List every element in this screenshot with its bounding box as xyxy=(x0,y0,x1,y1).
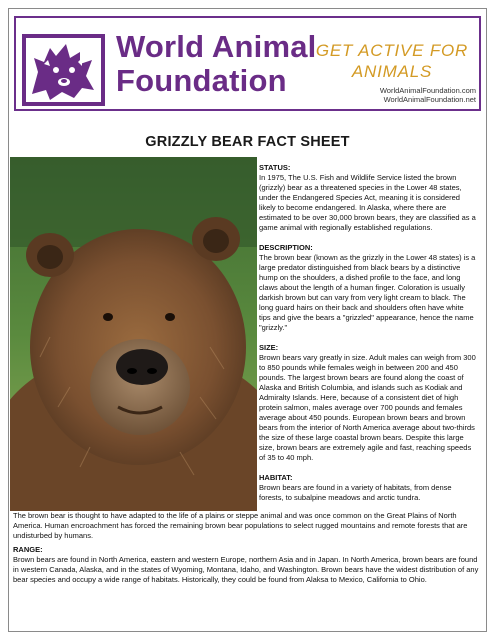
right-column-text xyxy=(259,163,477,503)
range-section xyxy=(13,545,483,585)
bear-logo-icon xyxy=(22,34,105,106)
org-name-line2: Foundation xyxy=(116,63,287,98)
habitat-section xyxy=(259,473,477,503)
description-heading: DESCRIPTION: xyxy=(259,243,313,252)
page-title: GRIZZLY BEAR FACT SHEET xyxy=(145,134,350,150)
size-heading: SIZE: xyxy=(259,343,279,352)
description-text: The brown bear (known as the grizzly in the Lower 48 states) is a large predator distinguished from black bears by a distinctive hump on the shoulders, a dished profile to the face, and long claws about the length of a human finger. Coloration is usually darkish brown but can vary from very light cream to black. The long guard hairs on their back and shoulders often have white tips and give the bears a "grizzled" appearance, hence the name "grizzly." xyxy=(259,253,476,332)
habitat-text: Brown bears are found in a variety of habitats, from dense forests, to subalpine meadows and arctic tundra. xyxy=(259,483,452,502)
range-text: Brown bears are found in North America, eastern and western Europe, northern Asia and in Japan. In North America, brown bears are found in western Canada, Alaska, and in the states of Wyoming, Montana, Idaho, and Washington. Brown bears have the widest distribution of any bear species and occupy a wide range of habitats. Historically, they could be found from Alaksa to Mexico, California to Ohio. xyxy=(13,555,479,584)
org-name-line1: World Animal xyxy=(116,29,317,64)
tagline-line2: ANIMALS xyxy=(351,62,433,81)
status-section xyxy=(259,163,477,233)
website-link-com[interactable]: WorldAnimalFoundation.com xyxy=(379,86,476,95)
status-text: In 1975, The U.S. Fish and Wildlife Service listed the brown (grizzly) bear as a threatened species in the Lower 48 states, under the Endangered Species Act, meaning it is considered likely to become endangered. In Alaska, where there are estimated to be over 30,000 brown bears, they are classified as a game animal with regionally established regulations. xyxy=(259,173,476,232)
status-heading: STATUS: xyxy=(259,163,291,172)
tagline xyxy=(312,40,472,82)
habitat-text-continued: The brown bear is thought to have adapted to the life of a plains or steppe animal and was once common on the Great Plains of North America. Human encroachment has forced the remaining brown bear populations to select rugged mountains and remote forests that are undisturbed by humans. xyxy=(13,511,468,540)
habitat-heading: HABITAT: xyxy=(259,473,293,482)
org-name xyxy=(116,29,317,98)
description-section xyxy=(259,243,477,333)
size-text: Brown bears vary greatly in size. Adult males can weigh from 300 to 850 pounds while females weigh in between 200 and 450 pounds. The largest brown bears are found along the coast of Alaska and British Columbia, and islands such as Kodiak and Admiralty Islands. Here, because of a consistent diet of high protein salmon, males average over 700 pounds and females average about 450 pounds. European brown bears and brown bears from the interior of North America average about two-thirds the size of these large coastal brown bears. Despite this large size, brown bears are extremely agile and fast, reaching speeds of 35 to 40 mph. xyxy=(259,353,476,462)
tagline-line1: GET ACTIVE FOR xyxy=(315,41,469,60)
range-heading: RANGE: xyxy=(13,545,43,554)
grizzly-bear-photo xyxy=(10,157,257,511)
size-section xyxy=(259,343,477,463)
website-link-net[interactable]: WorldAnimalFoundation.net xyxy=(383,95,476,104)
